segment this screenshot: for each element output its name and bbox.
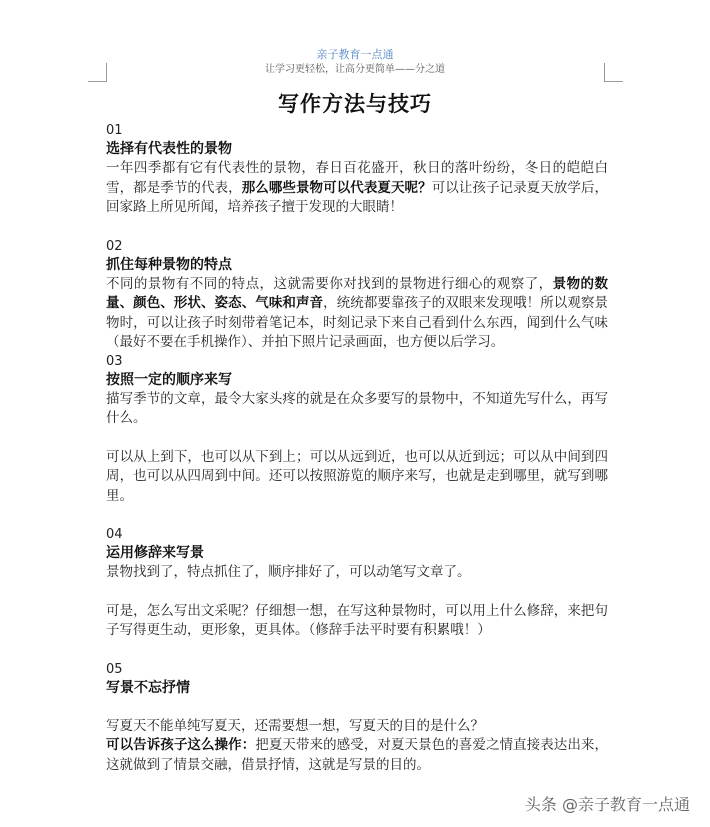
section-paragraph: 景物找到了，特点抓住了，顺序排好了，可以动笔写文章了。 [106,564,471,580]
header-brand: 亲子教育一点通 [316,48,394,61]
section-01 [106,122,608,218]
header-slogan: 让学习更轻松，让高分更简单——分之道 [265,64,445,75]
bold-text-run: 可以告诉孩子这么操作： [106,737,256,753]
bold-text-run: 景物的数量、颜色、形状、姿态、气味和声音 [106,275,609,311]
section-paragraph: 写夏天不能单纯写夏天，还需要想一想，写夏天的目的是什么？ [106,717,484,734]
section-paragraph: 可是，怎么写出文采呢？仔细想一想，在写这种景物时，可以用上什么修辞，来把句子写得更生动，更形象，更具体。（修辞手法平时要有积累哦！） [106,602,608,638]
section-number: 03 [106,353,123,369]
text-run: ，统统都要靠孩子的双眼来发现哦！所以观察景物时，可以让孩子时刻带着笔记本，时刻记录下来自己看到什么东西，闻到什么气味（最好不要在手机操作）、并拍下照片记录画面，也方便以后学习。 [106,295,609,350]
text-run: 一年四季都有它有代表性的景物，春日百花盛开，秋日的落叶纷纷，冬日的皑皑白雪，都是季节的代表， [106,160,608,196]
section-number: 04 [106,527,123,542]
section-heading: 运用修辞来写景 [106,545,204,561]
page-corner-mark-right [604,63,623,82]
section-04 [106,526,608,641]
section-heading: 写景不忘抒情 [106,679,190,696]
section-02 [106,238,608,353]
section-paragraph [106,275,608,353]
section-05 [106,661,608,776]
text-run: 可以让孩子记录夏天放学后，回家路上所见所闻，培养孩子擅于发现的大眼睛！ [106,179,609,215]
section-03 [106,353,608,507]
bold-text-run: 那么哪些景物可以代表夏天呢？ [241,179,432,196]
section-paragraph: 描写季节的文章，最令大家头疼的就是在众多要写的景物中，不知道先写什么，再写什么。 [106,390,608,426]
watermark: 头条 @亲子教育一点通 [524,795,690,814]
text-run: 把夏天带来的感受，对夏天景色的喜爱之情直接表达出来，这就做到了情景交融，借景抒情，这就是写景的目的。 [106,737,609,773]
section-paragraph: 可以从上到下，也可以从下到上；可以从远到近，也可以从近到远；可以从中间到四周，也可以从四周到中间。还可以按照游览的顺序来写，也就是走到哪里，就写到哪里。 [106,448,608,504]
document-title: 写作方法与技巧 [278,92,432,116]
section-paragraph [106,159,608,218]
document-body [106,122,608,775]
section-heading: 抓住每种景物的特点 [106,256,232,273]
section-number: 02 [106,238,123,254]
page-corner-mark-left [88,63,107,82]
section-paragraph [106,736,608,775]
section-number: 01 [106,123,123,138]
section-heading: 选择有代表性的景物 [106,141,232,157]
text-run: 不同的景物有不同的特点，这就需要你对找到的景物进行细心的观察了， [106,275,553,292]
section-number: 05 [106,661,123,677]
section-heading: 按照一定的顺序来写 [106,371,232,388]
